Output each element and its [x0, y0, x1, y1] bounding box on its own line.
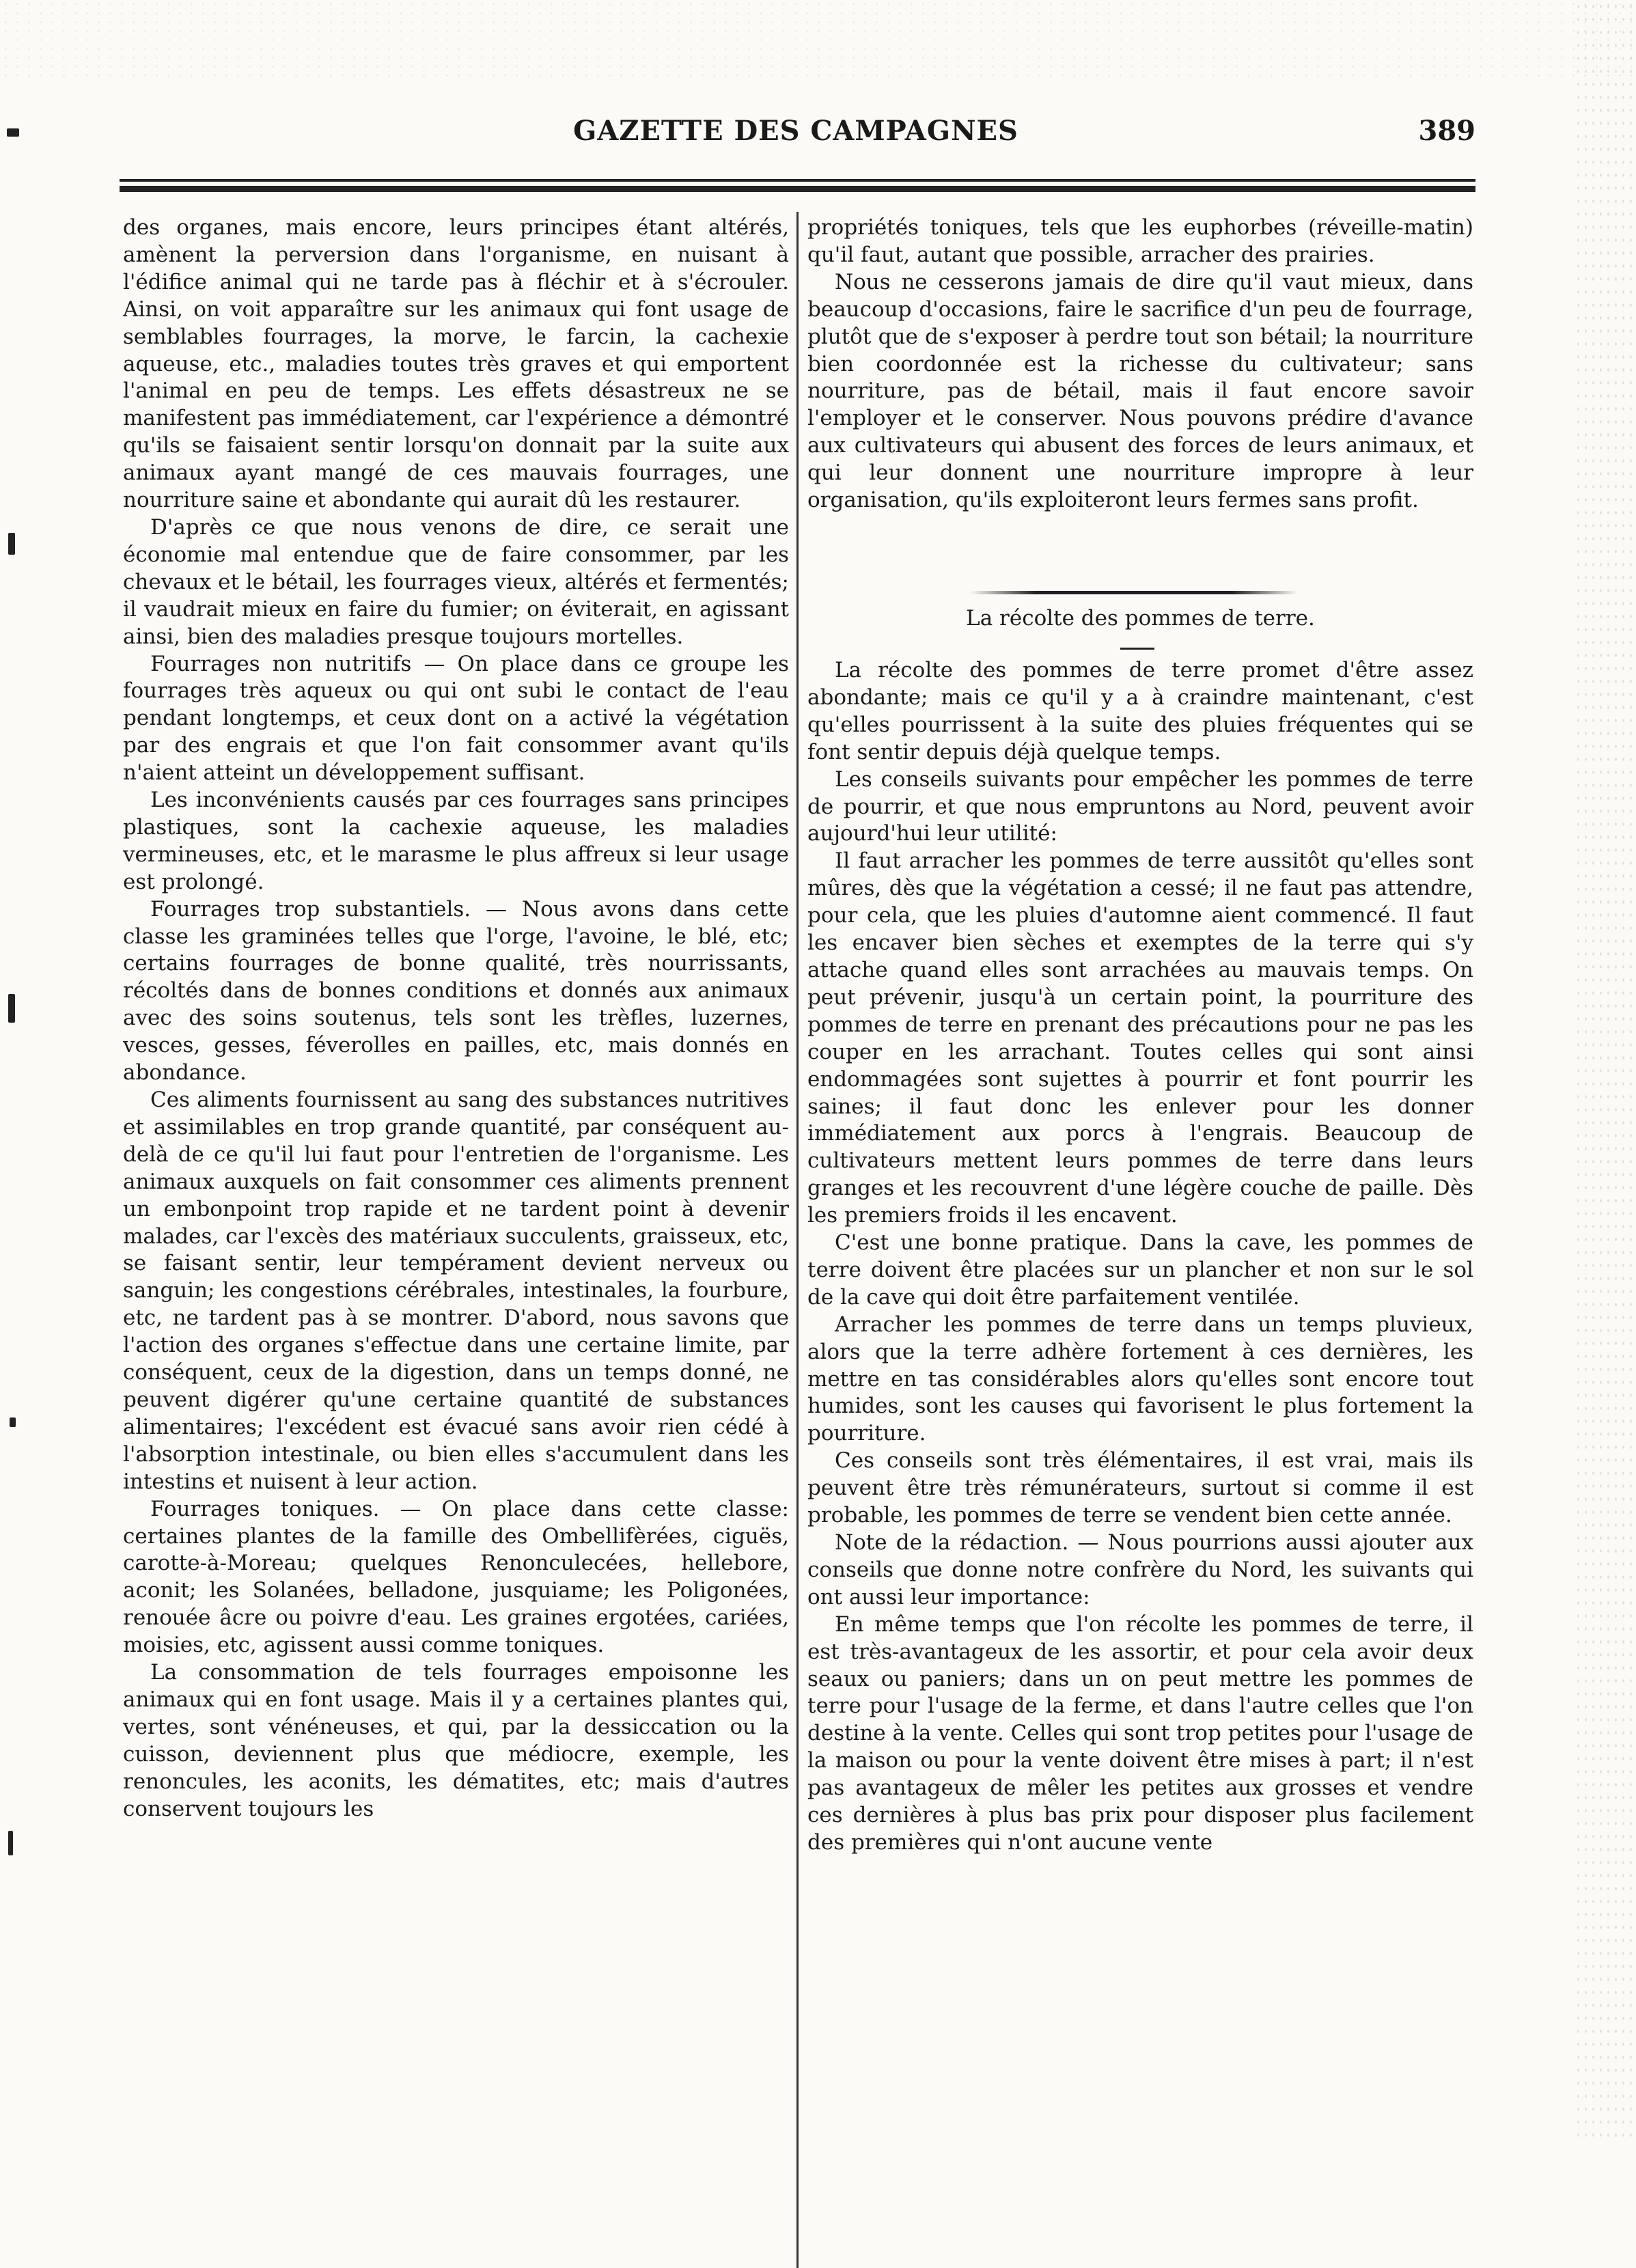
- paper-specks-right: [1575, 0, 1636, 2146]
- paragraph: Les conseils suivants pour empêcher les pommes de terre de pourrir, et que nous empruntons au Nord, peuvent avoir aujourd'hui leur utilité:: [807, 766, 1473, 846]
- paragraph: des organes, mais encore, leurs principes étant altérés, amènent la perversion dans l'organisme, en nuisant à l'édifice animal qui ne tarde pas à fléchir et à s'écrouler. Ainsi, on voit apparaître sur les animaux qui font usage de semblables fourrages, la morve, le farcin, la cachexie aqueuse, etc., maladies toutes très graves et qui emportent l'animal en peu de temps. Les effets désastreux ne se manifestent pas immédiatement, car l'expérience a démontré qu'ils se faisaient sentir lorsqu'on donnait par la suite aux animaux ayant mangé de ces mauvais fourrages, une nourriture saine et abondante qui aurait dû les restaurer.: [123, 215, 789, 513]
- left-column: [123, 215, 789, 1823]
- paragraph: La récolte des pommes de terre promet d'être assez abondante; mais ce qu'il y a à craindre maintenant, c'est qu'elles pourrissent à la suite des pluies fréquentes qui se font sentir depuis déjà quelque temps.: [807, 658, 1473, 764]
- right-column-article: [807, 657, 1473, 1857]
- paragraph: Fourrages non nutritifs — On place dans ce groupe les fourrages très aqueux ou qui ont subi le contact de l'eau pendant longtemps, et ceux dont on a activé la végétation par des engrais et que l'on fait consommer avant qu'ils n'aient atteint un développement suffisant.: [123, 651, 789, 786]
- paragraph: Nous ne cesserons jamais de dire qu'il vaut mieux, dans beaucoup d'occasions, faire le sacrifice d'un peu de fourrage, plutôt que de s'exposer à perdre tout son bétail; la nourriture bien coordonnée est la richesse du cultivateur; sans nourriture, pas de bétail, mais il faut encore savoir l'employer et le conserver. Nous pouvons prédire d'avance aux cultivateurs qui abusent des forces de leurs animaux, et qui leur donnent une nourriture impropre à leur organisation, qu'ils exploiteront leurs fermes sans profit.: [807, 269, 1473, 513]
- margin-mark: [10, 1418, 16, 1427]
- header-rule-thin: [120, 179, 1475, 182]
- paragraph: Il faut arracher les pommes de terre aussitôt qu'elles sont mûres, dès que la végétation a cessé; il ne faut pas attendre, pour cela, que les pluies d'automne aient commencé. Il faut les encaver bien sèches et exemptes de la terre qui s'y attache quand elles sont arrachées au mauvais temps. On peut prévenir, jusqu'à un certain point, la pourriture des pommes de terre en prenant des précautions pour ne pas les couper en les arrachant. Toutes celles qui sont ainsi endommagées sont sujettes à pourrir et font pourrir les saines; il faut donc les enlever pour les donner immédiatement aux porcs à l'engrais. Beaucoup de cultivateurs mettent leurs pommes de terre dans leurs granges et les recouvrent d'une légère couche de paille. Dès les premiers froids il les encavent.: [807, 848, 1473, 1228]
- column-divider: [796, 212, 799, 2268]
- header-rule-thick: [120, 186, 1475, 192]
- paragraph: C'est une bonne pratique. Dans la cave, les pommes de terre doivent être placées sur un plancher et non sur le sol de la cave qui doit être parfaitement ventilée.: [807, 1230, 1473, 1310]
- paragraph: Fourrages toniques. — On place dans cette classe: certaines plantes de la famille des Ombellifèrées, ciguës, carotte-à-Moreau; quelques Renonculecées, hellebore, aconit; les Solanées, belladone, jusquiame; les Poligonées, renouée âcre ou poivre d'eau. Les graines ergotées, cariées, moisies, etc, agissent aussi comme toniques.: [123, 1496, 789, 1658]
- paragraph: La consommation de tels fourrages empoisonne les animaux qui en font usage. Mais il y a certaines plantes qui, vertes, sont vénéneuses, et qui, par la dessiccation ou la cuisson, deviennent plus que médiocre, exemple, les renoncules, les aconits, les dématites, etc; mais d'autres conservent toujours les: [123, 1660, 789, 1821]
- margin-mark: [8, 533, 15, 555]
- margin-mark: [8, 994, 15, 1023]
- paragraph: Ces aliments fournissent au sang des substances nutritives et assimilables en trop grande quantité, par conséquent au-delà de ce qu'il lui faut pour l'entretien de l'organisme. Les animaux auxquels on fait consommer ces aliments prennent un embonpoint trop rapide et ne tardent point à devenir malades, car l'excès des matériaux succulents, graisseux, etc, se faisant sentir, leur tempérament devient nerveux ou sanguin; les congestions cérébrales, intestinales, la fourbure, etc, ne tardent pas à se montrer. D'abord, nous savons que l'action des organes s'effectue dans une certaine limite, par conséquent, ceux de la digestion, dans un temps donné, ne peuvent digérer qu'une certaine quantité de substances alimentaires; l'excédent est évacué sans avoir rien cédé à l'absorption intestinale, ou bien elles s'accumulent dans les intestins et nuisent à leur action.: [123, 1088, 789, 1494]
- section-title-underline: [1120, 648, 1154, 650]
- paper-specks-top: [0, 0, 1636, 82]
- section-title: La récolte des pommes de terre.: [966, 606, 1315, 631]
- margin-mark: [8, 1831, 13, 1855]
- paragraph: D'après ce que nous venons de dire, ce serait une économie mal entendue que de faire consommer, par les chevaux et le bétail, les fourrages vieux, altérés et fermentés; il vaudrait mieux en faire du fumier; on éviterait, en agissant ainsi, bien des maladies presque toujours mortelles.: [123, 514, 789, 649]
- section-divider: [970, 591, 1298, 594]
- paragraph: Ces conseils sont très élémentaires, il est vrai, mais ils peuvent être très rémunérateurs, surtout si comme il est probable, les pommes de terre se vendent bien cette année.: [807, 1448, 1473, 1528]
- margin-mark: [7, 128, 19, 137]
- paragraph: Note de la rédaction. — Nous pourrions aussi ajouter aux conseils que donne notre confrère du Nord, les suivants qui ont aussi leur importance:: [807, 1530, 1473, 1609]
- page-header: [116, 115, 1475, 149]
- paragraph: Arracher les pommes de terre dans un temps pluvieux, alors que la terre adhère fortement à ces dernières, les mettre en tas considérables alors qu'elles sont encore tout humides, sont les causes qui favorisent le plus fortement la pourriture.: [807, 1312, 1473, 1446]
- paragraph: En même temps que l'on récolte les pommes de terre, il est très-avantageux de les assortir, et pour cela avoir deux seaux ou paniers; dans un on peut mettre les pommes de terre pour l'usage de la ferme, et dans l'autre celles que l'on destine à la vente. Celles qui sont trop petites pour l'usage de la maison ou pour la vente doivent être mises à part; il n'est pas avantageux de mêler les petites aux grosses et vendre ces dernières à plus bas prix pour disposer plus facilement des premières qui n'ont aucune vente: [807, 1612, 1473, 1855]
- page-number: 389: [1418, 115, 1475, 147]
- right-column-top: [807, 215, 1473, 514]
- newspaper-title: GAZETTE DES CAMPAGNES: [573, 115, 1018, 147]
- paragraph: Les inconvénients causés par ces fourrages sans principes plastiques, sont la cachexie aqueuse, les maladies vermineuses, etc, et le marasme le plus affreux si leur usage est prolongé.: [123, 788, 789, 894]
- paragraph: Fourrages trop substantiels. — Nous avons dans cette classe les graminées telles que l'orge, l'avoine, le blé, etc; certains fourrages de bonne qualité, très nourrissants, récoltés dans de bonnes conditions et donnés aux animaux avec des soins soutenus, tels sont les trèfles, luzernes, vesces, gesses, féverolles en pailles, etc, mais donnés en abondance.: [123, 896, 789, 1085]
- paragraph: propriétés toniques, tels que les euphorbes (réveille-matin) qu'il faut, autant que possible, arracher des prairies.: [807, 215, 1473, 267]
